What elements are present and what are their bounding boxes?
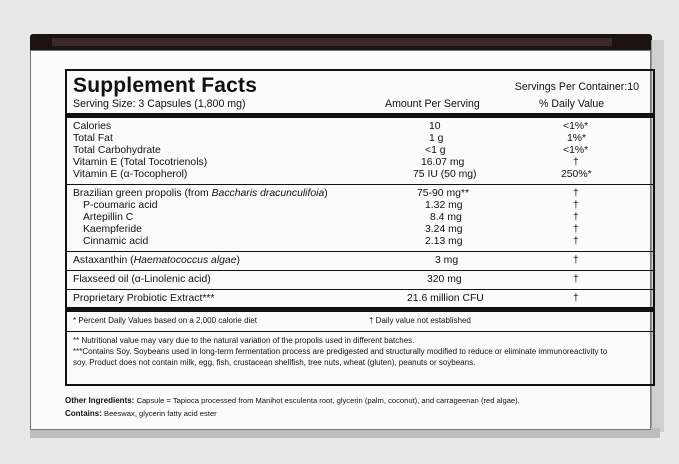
- table-row: [73, 188, 639, 200]
- table-row: [73, 157, 639, 169]
- nutrient-name: Flaxseed oil (α-Linolenic acid): [73, 274, 211, 285]
- nutrient-name: Total Carbohydrate: [73, 145, 161, 156]
- divider: [67, 251, 653, 252]
- propolis-name-suffix: ): [324, 188, 328, 199]
- footnote-row: [73, 315, 639, 329]
- astaxanthin-name-suffix: ): [236, 255, 240, 266]
- other-ingredients-text: Capsule = Tapioca processed from Manihot esculenta root, glycerin (palm, coconut), and carrageenan (red algae).: [134, 396, 520, 405]
- divider: [67, 270, 653, 271]
- group-propolis: [73, 188, 639, 248]
- footnote-daily-value: * Percent Daily Values based on a 2,000 calorie diet: [73, 316, 257, 325]
- nutrient-dv: †: [573, 200, 579, 211]
- table-row: [73, 224, 639, 236]
- other-ingredients-label: Other Ingredients:: [65, 396, 135, 405]
- nutrient-amount: <1 g: [425, 145, 446, 156]
- table-row: [73, 255, 639, 267]
- nutrient-amount: 3 mg: [435, 255, 459, 266]
- nutrient-name: Kaempferide: [83, 224, 142, 235]
- footnote-soy: ***Contains Soy. Soybeans used in long-term fermentation process are predigested and structurally modified to reduce or eliminate immunoreactivity to soy. Product does not contain milk, egg, fish, crustacean shellfish, tree nuts, wheat (gluten), peanuts or soybeans.: [73, 347, 608, 367]
- nutrient-amount: 75 IU (50 mg): [413, 169, 477, 180]
- nutrient-dv: 250%*: [561, 169, 592, 180]
- nutrient-name: Vitamin E (α-Tocopherol): [73, 169, 188, 180]
- nutrient-dv: †: [573, 212, 579, 223]
- contains: [65, 407, 645, 420]
- divider: [67, 331, 653, 332]
- nutrient-amount: 2.13 mg: [425, 236, 463, 247]
- other-ingredients: [65, 394, 645, 407]
- nutrient-name: Calories: [73, 121, 112, 132]
- nutrient-amount: 16.07 mg: [421, 157, 465, 168]
- box-top-print: [52, 38, 612, 46]
- nutrient-amount: 3.24 mg: [425, 224, 463, 235]
- amount-header: Amount Per Serving: [385, 98, 480, 110]
- group-basic-nutrients: [73, 121, 639, 181]
- nutrient-amount: 10: [429, 121, 441, 132]
- dv-header: % Daily Value: [539, 98, 605, 110]
- footnote-dagger: † Daily value not established: [369, 316, 471, 325]
- thick-divider: [67, 113, 653, 118]
- nutrient-dv: †: [573, 293, 579, 304]
- nutrient-dv: †: [573, 188, 579, 199]
- table-row: [73, 145, 639, 157]
- nutrient-amount: 21.6 million CFU: [407, 293, 484, 304]
- table-row: [73, 133, 639, 145]
- nutrient-name: [73, 255, 240, 267]
- footnote-propolis: ** Nutritional value may vary due to the natural variation of the propolis used in different batches.: [73, 336, 415, 345]
- astaxanthin-name-prefix: Astaxanthin (: [73, 255, 134, 266]
- supplement-facts-table: [65, 69, 655, 386]
- footnotes: [73, 315, 639, 368]
- nutrient-amount: 1.32 mg: [425, 200, 463, 211]
- nutrient-dv: 1%*: [567, 133, 587, 144]
- nutrient-dv: <1%*: [563, 145, 589, 156]
- nutrient-name: Total Fat: [73, 133, 113, 144]
- table-row: [73, 212, 639, 224]
- table-row: [73, 274, 639, 286]
- nutrient-dv: †: [573, 157, 579, 168]
- nutrient-dv: †: [573, 274, 579, 285]
- divider: [67, 289, 653, 290]
- nutrient-name: Proprietary Probiotic Extract***: [73, 293, 215, 304]
- nutrient-dv: <1%*: [563, 121, 589, 132]
- nutrient-name: Vitamin E (Total Tocotrienols): [73, 157, 208, 168]
- box-back-panel: [30, 50, 651, 430]
- nutrient-name: Artepillin C: [83, 212, 134, 223]
- nutrient-dv: †: [573, 255, 579, 266]
- nutrient-amount: 75-90 mg**: [417, 188, 469, 199]
- table-row: [73, 200, 639, 212]
- serving-size: Serving Size: 3 Capsules (1,800 mg): [73, 98, 246, 110]
- contains-label: Contains:: [65, 409, 102, 418]
- astaxanthin-species: Haematococcus algae: [133, 255, 237, 266]
- ingredients-section: [65, 394, 645, 420]
- contains-text: Beeswax, glycerin fatty acid ester: [101, 409, 217, 418]
- table-row: [73, 236, 639, 248]
- nutrient-amount: 8.4 mg: [430, 212, 462, 223]
- nutrient-name: Cinnamic acid: [83, 236, 149, 247]
- propolis-species: Baccharis dracunculifoia: [211, 188, 325, 199]
- table-row: [73, 293, 639, 305]
- table-row: [73, 121, 639, 133]
- supplement-facts-title: Supplement Facts: [73, 74, 258, 97]
- table-row: [73, 169, 639, 181]
- nutrient-dv: †: [573, 236, 579, 247]
- nutrient-name: [73, 188, 328, 200]
- propolis-name-prefix: Brazilian green propolis (from: [73, 188, 212, 199]
- nutrient-amount: 320 mg: [427, 274, 462, 285]
- nutrient-amount: 1 g: [429, 133, 444, 144]
- header-row: [73, 97, 639, 111]
- thick-divider: [67, 307, 653, 312]
- nutrient-dv: †: [573, 224, 579, 235]
- nutrient-name: P-coumaric acid: [83, 200, 158, 211]
- servings-per-container: Servings Per Container:10: [514, 81, 639, 93]
- divider: [67, 184, 653, 185]
